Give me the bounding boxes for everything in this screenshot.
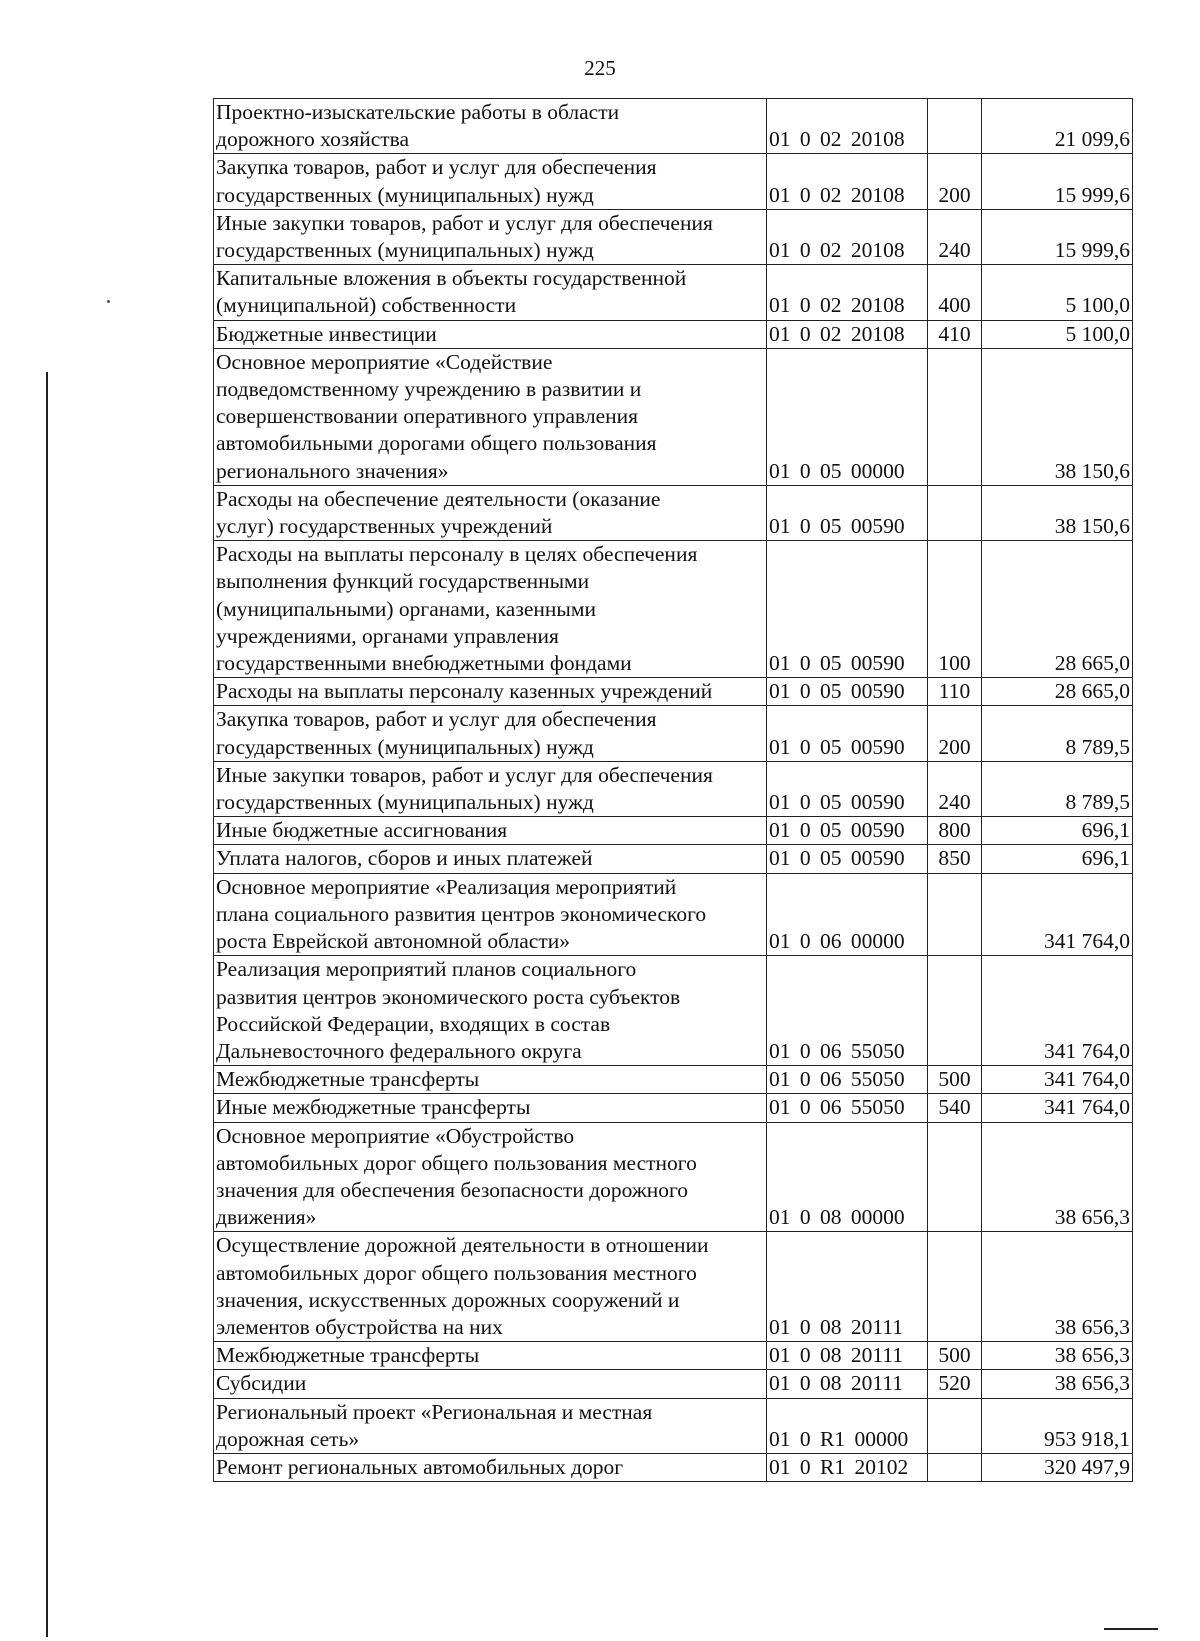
row-code-cell: 01 0 02 20108 [767, 209, 928, 264]
table-row [214, 873, 1133, 956]
footer-dash [1104, 1628, 1158, 1630]
table-row [214, 99, 1133, 154]
row-name-cell: Основное мероприятие «Обустройство автомобильных дорог общего пользования местного значения для обеспечения безопасности дорожного движения» [214, 1122, 767, 1232]
row-expense-type-cell: 500 [928, 1066, 982, 1094]
row-name-cell: Иные закупки товаров, работ и услуг для обеспечения государственных (муниципальных) нужд [214, 209, 767, 264]
row-expense-type-cell: 200 [928, 706, 982, 761]
row-name-cell: Закупка товаров, работ и услуг для обеспечения государственных (муниципальных) нужд [214, 154, 767, 209]
row-expense-type-cell [928, 348, 982, 485]
row-code-cell: 01 0 08 20111 [767, 1342, 928, 1370]
row-code-cell: 01 0 06 00000 [767, 873, 928, 956]
table-row [214, 1342, 1133, 1370]
table-row [214, 1066, 1133, 1094]
row-code-cell: 01 0 05 00590 [767, 485, 928, 540]
row-name-cell: Расходы на выплаты персоналу в целях обеспечения выполнения функций государственными (муниципальными) органами, казенными учреждениями, органами управления государственными внебюджетными фондами [214, 541, 767, 678]
row-sum-cell: 38 656,3 [982, 1370, 1133, 1398]
row-name-cell: Региональный проект «Региональная и местная дорожная сеть» [214, 1398, 767, 1453]
row-expense-type-cell: 410 [928, 320, 982, 348]
row-expense-type-cell [928, 1122, 982, 1232]
row-expense-type-cell [928, 1398, 982, 1453]
row-expense-type-cell: 240 [928, 209, 982, 264]
margin-dot [107, 300, 110, 303]
row-code-cell: 01 0 08 20111 [767, 1232, 928, 1342]
row-code-cell: 01 0 08 00000 [767, 1122, 928, 1232]
row-name-cell: Межбюджетные трансферты [214, 1342, 767, 1370]
row-expense-type-cell: 540 [928, 1094, 982, 1122]
row-name-cell: Основное мероприятие «Реализация мероприятий плана социального развития центров экономического роста Еврейской автономной области» [214, 873, 767, 956]
row-code-cell: 01 0 06 55050 [767, 1066, 928, 1094]
row-sum-cell: 21 099,6 [982, 99, 1133, 154]
row-name-cell: Капитальные вложения в объекты государственной (муниципальной) собственности [214, 265, 767, 320]
row-expense-type-cell [928, 99, 982, 154]
row-sum-cell: 341 764,0 [982, 1066, 1133, 1094]
row-sum-cell: 15 999,6 [982, 154, 1133, 209]
budget-table [213, 98, 1133, 1482]
row-sum-cell: 38 656,3 [982, 1342, 1133, 1370]
table-row [214, 706, 1133, 761]
row-sum-cell: 341 764,0 [982, 1094, 1133, 1122]
row-name-cell: Осуществление дорожной деятельности в отношении автомобильных дорог общего пользования местного значения, искусственных дорожных сооружений и элементов обустройства на них [214, 1232, 767, 1342]
budget-table-body [214, 99, 1133, 1482]
row-code-cell: 01 0 02 20108 [767, 265, 928, 320]
row-sum-cell: 28 665,0 [982, 678, 1133, 706]
row-sum-cell: 8 789,5 [982, 761, 1133, 816]
row-expense-type-cell: 850 [928, 845, 982, 873]
row-name-cell: Реализация мероприятий планов социального развития центров экономического роста субъектов Российской Федерации, входящих в состав Дальневосточного федерального округа [214, 956, 767, 1066]
row-code-cell: 01 0 05 00590 [767, 817, 928, 845]
table-row [214, 1094, 1133, 1122]
table-row [214, 320, 1133, 348]
row-sum-cell: 28 665,0 [982, 541, 1133, 678]
row-sum-cell: 341 764,0 [982, 873, 1133, 956]
row-code-cell: 01 0 05 00590 [767, 541, 928, 678]
row-expense-type-cell: 200 [928, 154, 982, 209]
page-number: 225 [584, 56, 616, 80]
table-row [214, 817, 1133, 845]
row-name-cell: Расходы на выплаты персоналу казенных учреждений [214, 678, 767, 706]
table-row [214, 154, 1133, 209]
table-row [214, 845, 1133, 873]
row-sum-cell: 38 150,6 [982, 485, 1133, 540]
row-name-cell: Ремонт региональных автомобильных дорог [214, 1453, 767, 1481]
margin-line [46, 372, 48, 1637]
row-name-cell: Проектно-изыскательские работы в области дорожного хозяйства [214, 99, 767, 154]
row-code-cell: 01 0 06 55050 [767, 1094, 928, 1122]
row-sum-cell: 38 656,3 [982, 1122, 1133, 1232]
row-expense-type-cell: 800 [928, 817, 982, 845]
table-row [214, 678, 1133, 706]
row-name-cell: Субсидии [214, 1370, 767, 1398]
table-row [214, 541, 1133, 678]
row-name-cell: Закупка товаров, работ и услуг для обеспечения государственных (муниципальных) нужд [214, 706, 767, 761]
row-code-cell: 01 0 05 00590 [767, 761, 928, 816]
row-expense-type-cell [928, 1453, 982, 1481]
table-row [214, 348, 1133, 485]
row-code-cell: 01 0 06 55050 [767, 956, 928, 1066]
row-code-cell: 01 0 02 20108 [767, 154, 928, 209]
row-name-cell: Иные межбюджетные трансферты [214, 1094, 767, 1122]
row-sum-cell: 38 656,3 [982, 1232, 1133, 1342]
row-sum-cell: 341 764,0 [982, 956, 1133, 1066]
table-row [214, 1370, 1133, 1398]
row-sum-cell: 696,1 [982, 817, 1133, 845]
row-expense-type-cell: 240 [928, 761, 982, 816]
row-expense-type-cell: 500 [928, 1342, 982, 1370]
row-code-cell: 01 0 R1 00000 [767, 1398, 928, 1453]
row-name-cell: Основное мероприятие «Содействие подведомственному учреждению в развитии и совершенствовании оперативного управления автомобильными дорогами общего пользования регионального значения» [214, 348, 767, 485]
row-code-cell: 01 0 02 20108 [767, 99, 928, 154]
row-name-cell: Уплата налогов, сборов и иных платежей [214, 845, 767, 873]
table-row [214, 485, 1133, 540]
row-code-cell: 01 0 08 20111 [767, 1370, 928, 1398]
row-expense-type-cell [928, 1232, 982, 1342]
row-code-cell: 01 0 02 20108 [767, 320, 928, 348]
row-sum-cell: 15 999,6 [982, 209, 1133, 264]
table-row [214, 265, 1133, 320]
table-row [214, 761, 1133, 816]
row-expense-type-cell [928, 485, 982, 540]
row-sum-cell: 696,1 [982, 845, 1133, 873]
row-sum-cell: 5 100,0 [982, 320, 1133, 348]
row-code-cell: 01 0 05 00000 [767, 348, 928, 485]
row-sum-cell: 953 918,1 [982, 1398, 1133, 1453]
table-row [214, 1122, 1133, 1232]
row-expense-type-cell [928, 873, 982, 956]
row-name-cell: Межбюджетные трансферты [214, 1066, 767, 1094]
row-sum-cell: 38 150,6 [982, 348, 1133, 485]
row-name-cell: Иные закупки товаров, работ и услуг для обеспечения государственных (муниципальных) нужд [214, 761, 767, 816]
table-row [214, 209, 1133, 264]
row-name-cell: Расходы на обеспечение деятельности (оказание услуг) государственных учреждений [214, 485, 767, 540]
row-sum-cell: 320 497,9 [982, 1453, 1133, 1481]
row-expense-type-cell: 100 [928, 541, 982, 678]
table-row [214, 1453, 1133, 1481]
row-code-cell: 01 0 05 00590 [767, 845, 928, 873]
row-name-cell: Бюджетные инвестиции [214, 320, 767, 348]
row-expense-type-cell: 110 [928, 678, 982, 706]
row-name-cell: Иные бюджетные ассигнования [214, 817, 767, 845]
table-row [214, 1232, 1133, 1342]
table-row [214, 956, 1133, 1066]
row-sum-cell: 8 789,5 [982, 706, 1133, 761]
row-expense-type-cell: 520 [928, 1370, 982, 1398]
row-sum-cell: 5 100,0 [982, 265, 1133, 320]
row-expense-type-cell [928, 956, 982, 1066]
row-code-cell: 01 0 05 00590 [767, 678, 928, 706]
table-row [214, 1398, 1133, 1453]
row-code-cell: 01 0 R1 20102 [767, 1453, 928, 1481]
row-expense-type-cell: 400 [928, 265, 982, 320]
row-code-cell: 01 0 05 00590 [767, 706, 928, 761]
